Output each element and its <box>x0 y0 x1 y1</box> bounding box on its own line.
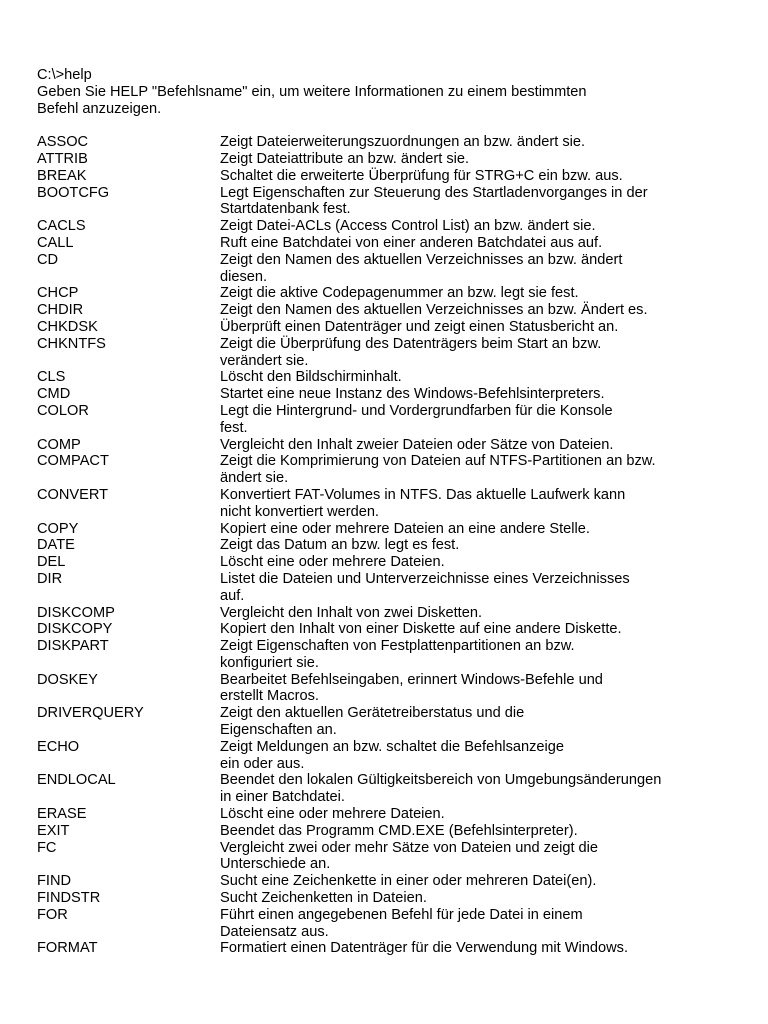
command-name: DISKCOMP <box>37 604 115 621</box>
command-name: ECHO <box>37 738 80 755</box>
command-description-line: Zeigt Dateiattribute an bzw. ändert sie. <box>220 150 470 167</box>
command-description-line: ändert sie. <box>220 470 289 487</box>
command-name: FC <box>37 839 57 856</box>
command-name: DATE <box>37 537 75 554</box>
command-description <box>220 134 737 151</box>
intro-text <box>37 84 637 118</box>
command-row <box>37 940 737 957</box>
command-description-line: Führt einen angegebenen Befehl für jede Datei in einem <box>220 906 583 923</box>
command-description-line: Vergleicht den Inhalt von zwei Disketten. <box>220 604 483 621</box>
command-description-line: konfiguriert sie. <box>220 654 319 671</box>
command-name: DISKPART <box>37 638 109 655</box>
command-name: CLS <box>37 369 66 386</box>
command-row <box>37 672 737 706</box>
command-description <box>220 823 737 840</box>
command-name: CONVERT <box>37 486 109 503</box>
command-description-line: Zeigt den Namen des aktuellen Verzeichnisses an bzw. Ändert es. <box>220 302 648 319</box>
command-description <box>220 537 737 554</box>
command-description-line: Vergleicht zwei oder mehr Sätze von Dateien und zeigt die <box>220 839 599 856</box>
command-row <box>37 252 737 286</box>
command-description <box>220 369 737 386</box>
command-description-line: Dateiensatz aus. <box>220 923 329 940</box>
command-row <box>37 302 737 319</box>
command-description <box>220 487 737 521</box>
command-name: ATTRIB <box>37 150 88 167</box>
command-description <box>220 571 737 605</box>
command-description <box>220 437 737 454</box>
command-name: ASSOC <box>37 134 89 151</box>
command-description-line: Zeigt die aktive Codepagenummer an bzw. legt sie fest. <box>220 285 579 302</box>
command-description <box>220 252 737 286</box>
command-description-line: Zeigt die Komprimierung von Dateien auf NTFS-Partitionen an bzw. <box>220 453 656 470</box>
command-name: CD <box>37 251 59 268</box>
command-name: ERASE <box>37 806 87 823</box>
command-name: FOR <box>37 906 68 923</box>
command-description <box>220 890 737 907</box>
command-description <box>220 302 737 319</box>
command-description-line: Kopiert den Inhalt von einer Diskette auf eine andere Diskette. <box>220 621 622 638</box>
command-description-line: Schaltet die erweiterte Überprüfung für STRG+C ein bzw. aus. <box>220 167 623 184</box>
command-description <box>220 285 737 302</box>
help-output <box>37 67 737 957</box>
command-description <box>220 739 737 773</box>
command-list <box>37 134 737 957</box>
command-description-line: Zeigt den aktuellen Gerätetreiberstatus und die <box>220 705 525 722</box>
command-description-line: Löscht den Bildschirminhalt. <box>220 369 402 386</box>
command-description-line: Vergleicht den Inhalt zweier Dateien oder Sätze von Dateien. <box>220 436 614 453</box>
command-description <box>220 772 737 806</box>
blank-line <box>37 117 737 134</box>
command-description <box>220 168 737 185</box>
command-description <box>220 386 737 403</box>
command-description <box>220 218 737 235</box>
command-description-line: auf. <box>220 587 245 604</box>
command-name: CHCP <box>37 285 79 302</box>
command-name: BREAK <box>37 167 87 184</box>
command-name: FIND <box>37 873 72 890</box>
command-name: COLOR <box>37 402 89 419</box>
command-row <box>37 907 737 941</box>
command-description <box>220 907 737 941</box>
command-description-line: Zeigt die Überprüfung des Datenträgers beim Start an bzw. <box>220 335 602 352</box>
command-row <box>37 487 737 521</box>
command-description <box>220 621 737 638</box>
intro-line: Befehl anzuzeigen. <box>37 100 162 117</box>
command-description-line: Bearbeitet Befehlseingaben, erinnert Windows-Befehle und <box>220 671 603 688</box>
command-description <box>220 705 737 739</box>
command-description-line: Sucht Zeichenketten in Dateien. <box>220 890 427 907</box>
command-description-line: Formatiert einen Datenträger für die Verwendung mit Windows. <box>220 940 629 957</box>
command-description-line: Unterschiede an. <box>220 856 331 873</box>
command-name: DISKCOPY <box>37 621 113 638</box>
command-name: CACLS <box>37 218 86 235</box>
command-row <box>37 806 737 823</box>
command-row <box>37 521 737 538</box>
command-description-line: Listet die Dateien und Unterverzeichnisse eines Verzeichnisses <box>220 570 630 587</box>
command-name: FINDSTR <box>37 890 101 907</box>
command-description <box>220 185 737 219</box>
command-description-line: Konvertiert FAT-Volumes in NTFS. Das aktuelle Laufwerk kann <box>220 486 626 503</box>
command-row <box>37 185 737 219</box>
command-description <box>220 235 737 252</box>
command-row <box>37 437 737 454</box>
command-row <box>37 319 737 336</box>
command-name: DRIVERQUERY <box>37 705 144 722</box>
command-row <box>37 823 737 840</box>
command-description <box>220 940 737 957</box>
command-row <box>37 453 737 487</box>
command-row <box>37 168 737 185</box>
command-name: EXIT <box>37 822 70 839</box>
command-name: BOOTCFG <box>37 184 110 201</box>
command-description-line: Startdatenbank fest. <box>220 201 351 218</box>
command-row <box>37 369 737 386</box>
command-row <box>37 605 737 622</box>
command-description-line: nicht konvertiert werden. <box>220 503 379 520</box>
command-name: DIR <box>37 570 63 587</box>
command-row <box>37 285 737 302</box>
command-name: DEL <box>37 554 66 571</box>
command-description-line: Legt Eigenschaften zur Steuerung des Startladenvorganges in der <box>220 184 648 201</box>
command-description-line: Zeigt Datei-ACLs (Access Control List) an bzw. ändert sie. <box>220 218 596 235</box>
command-description <box>220 672 737 706</box>
command-description <box>220 873 737 890</box>
command-description-line: Kopiert eine oder mehrere Dateien an eine andere Stelle. <box>220 520 590 537</box>
command-description-line: Beendet das Programm CMD.EXE (Befehlsinterpreter). <box>220 822 578 839</box>
command-description-line: Legt die Hintergrund- und Vordergrundfarben für die Konsole <box>220 402 613 419</box>
command-description <box>220 403 737 437</box>
command-description <box>220 453 737 487</box>
command-row <box>37 705 737 739</box>
command-description <box>220 840 737 874</box>
command-row <box>37 621 737 638</box>
command-name: FORMAT <box>37 940 98 957</box>
command-row <box>37 739 737 773</box>
command-row <box>37 235 737 252</box>
command-row <box>37 873 737 890</box>
command-description-line: Zeigt den Namen des aktuellen Verzeichnisses an bzw. ändert <box>220 251 623 268</box>
command-name: CMD <box>37 386 71 403</box>
command-row <box>37 403 737 437</box>
command-name: ENDLOCAL <box>37 772 116 789</box>
command-name: CALL <box>37 234 74 251</box>
command-description-line: Eigenschaften an. <box>220 722 337 739</box>
command-description-line: erstellt Macros. <box>220 688 319 705</box>
command-description-line: Zeigt das Datum an bzw. legt es fest. <box>220 537 460 554</box>
command-row <box>37 386 737 403</box>
command-description-line: verändert sie. <box>220 352 309 369</box>
command-row <box>37 336 737 370</box>
command-description-line: Zeigt Meldungen an bzw. schaltet die Befehlsanzeige <box>220 738 564 755</box>
command-name: DOSKEY <box>37 671 98 688</box>
command-description-line: in einer Batchdatei. <box>220 789 345 806</box>
command-row <box>37 554 737 571</box>
command-description-line: Startet eine neue Instanz des Windows-Befehlsinterpreters. <box>220 386 605 403</box>
command-prompt: C:\>help <box>37 67 92 83</box>
command-row <box>37 638 737 672</box>
command-row <box>37 151 737 168</box>
command-name: COMPACT <box>37 453 109 470</box>
intro-line: Geben Sie HELP "Befehlsname" ein, um weitere Informationen zu einem bestimmten <box>37 83 587 100</box>
command-description-line: Zeigt Eigenschaften von Festplattenpartitionen an bzw. <box>220 638 575 655</box>
command-name: CHDIR <box>37 302 84 319</box>
command-description <box>220 605 737 622</box>
command-description-line: Zeigt Dateierweiterungszuordnungen an bzw. ändert sie. <box>220 134 586 151</box>
command-description-line: diesen. <box>220 268 268 285</box>
command-description <box>220 806 737 823</box>
command-description <box>220 521 737 538</box>
command-description <box>220 336 737 370</box>
command-row <box>37 890 737 907</box>
command-name: COPY <box>37 520 79 537</box>
command-row <box>37 537 737 554</box>
command-row <box>37 134 737 151</box>
command-name: COMP <box>37 436 81 453</box>
command-description <box>220 151 737 168</box>
command-description-line: Überprüft einen Datenträger und zeigt einen Statusbericht an. <box>220 318 619 335</box>
command-row <box>37 840 737 874</box>
command-description <box>220 554 737 571</box>
command-description-line: fest. <box>220 419 248 436</box>
command-description <box>220 319 737 336</box>
command-description-line: ein oder aus. <box>220 755 305 772</box>
command-name: CHKDSK <box>37 318 98 335</box>
command-description-line: Beendet den lokalen Gültigkeitsbereich von Umgebungsänderungen <box>220 772 662 789</box>
command-description-line: Löscht eine oder mehrere Dateien. <box>220 554 445 571</box>
command-row <box>37 218 737 235</box>
command-row <box>37 772 737 806</box>
command-description-line: Sucht eine Zeichenkette in einer oder mehreren Datei(en). <box>220 873 597 890</box>
command-description-line: Ruft eine Batchdatei von einer anderen Batchdatei aus auf. <box>220 234 603 251</box>
command-description <box>220 638 737 672</box>
command-row <box>37 571 737 605</box>
command-name: CHKNTFS <box>37 335 106 352</box>
command-description-line: Löscht eine oder mehrere Dateien. <box>220 806 445 823</box>
